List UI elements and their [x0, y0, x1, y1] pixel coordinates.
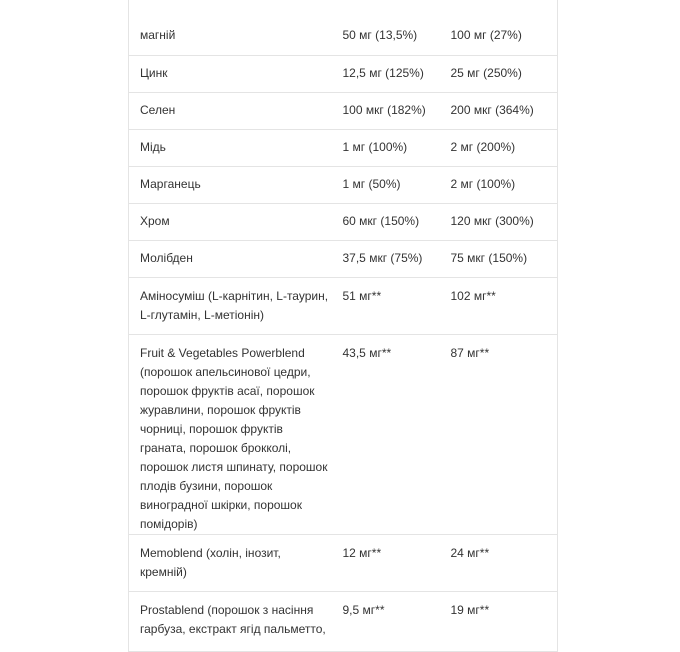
amount-two-servings: 120 мкг (300%)	[443, 203, 558, 240]
amount-one-serving: 12 мг**	[335, 534, 443, 591]
amount-two-servings: 87 мг**	[443, 334, 558, 534]
amount-two-servings: 24 мг**	[443, 534, 558, 591]
table-row	[129, 0, 558, 55]
amount-two-servings: 200 мкг (364%)	[443, 92, 558, 129]
amount-two-servings: 2 мг (200%)	[443, 129, 558, 166]
amount-one-serving: 100 мкг (182%)	[335, 92, 443, 129]
amount-two-servings: 19 мг**	[443, 591, 558, 651]
ingredient-name: Мідь	[129, 129, 335, 166]
ingredient-name: Марганець	[129, 166, 335, 203]
amount-one-serving: 43,5 мг**	[335, 334, 443, 534]
nutrition-table	[128, 0, 558, 652]
ingredient-name: Memoblend (холін, інозит, кремній)	[129, 534, 335, 591]
amount-two-servings: 25 мг (250%)	[443, 55, 558, 92]
table-row	[129, 534, 558, 591]
amount-two-servings: 75 мкг (150%)	[443, 240, 558, 277]
ingredient-name: Молібден	[129, 240, 335, 277]
ingredient-name: Цинк	[129, 55, 335, 92]
ingredient-name: Fruit & Vegetables Powerblend (порошок апельсинової цедри, порошок фруктів асаї, порошок журавлини, порошок фруктів чорниці, порошок фруктів граната, порошок брокколі, порошок листя шпинату, порошок плодів бузини, порошок виноградної шкірки, порошок помідорів)	[129, 334, 335, 534]
amount-one-serving: 1 мг (50%)	[335, 166, 443, 203]
table-row	[129, 591, 558, 651]
amount-two-servings: 2 мг (100%)	[443, 166, 558, 203]
amount-two-servings: 102 мг**	[443, 277, 558, 334]
amount-one-serving: 51 мг**	[335, 277, 443, 334]
table-row	[129, 55, 558, 92]
ingredient-name: Prostablend (порошок з насіння гарбуза, екстракт ягід пальметто,	[129, 591, 335, 651]
ingredient-name: Хром	[129, 203, 335, 240]
amount-one-serving: 9,5 мг**	[335, 591, 443, 651]
table-row	[129, 240, 558, 277]
table-row	[129, 277, 558, 334]
table-row	[129, 166, 558, 203]
amount-one-serving: 12,5 мг (125%)	[335, 55, 443, 92]
amount-one-serving: 37,5 мкг (75%)	[335, 240, 443, 277]
amount-one-serving: 60 мкг (150%)	[335, 203, 443, 240]
table-row	[129, 92, 558, 129]
ingredient-name: Аміносуміш (L-карнітин, L-таурин, L-глутамін, L-метіонін)	[129, 277, 335, 334]
amount-two-servings: 100 мг (27%)	[443, 0, 558, 55]
table-row	[129, 129, 558, 166]
amount-one-serving: 50 мг (13,5%)	[335, 0, 443, 55]
ingredient-name: магній	[129, 0, 335, 55]
table-row	[129, 203, 558, 240]
table-row	[129, 334, 558, 534]
ingredient-name: Селен	[129, 92, 335, 129]
nutrition-table-container	[128, 0, 557, 652]
amount-one-serving: 1 мг (100%)	[335, 129, 443, 166]
